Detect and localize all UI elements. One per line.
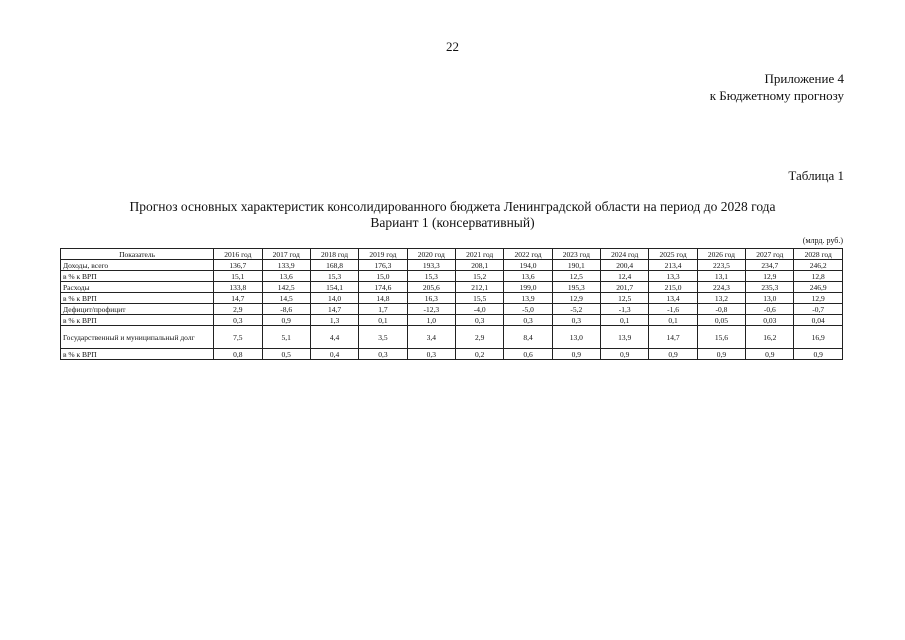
table-cell: -5,2 <box>552 304 600 315</box>
year-column-header: 2020 год <box>407 249 455 260</box>
table-cell: 0,3 <box>504 315 552 326</box>
table-cell: 133,9 <box>262 260 310 271</box>
table-cell: 0,3 <box>407 349 455 360</box>
table-cell: 12,9 <box>552 293 600 304</box>
table-cell: 0,9 <box>649 349 697 360</box>
table-cell: 5,1 <box>262 326 310 349</box>
row-label: в % к ВРП <box>61 349 214 360</box>
row-label: в % к ВРП <box>61 315 214 326</box>
table-cell: 0,6 <box>504 349 552 360</box>
table-cell: 15,3 <box>310 271 358 282</box>
table-cell: -5,0 <box>504 304 552 315</box>
table-cell: -0,6 <box>746 304 794 315</box>
table-cell: 193,3 <box>407 260 455 271</box>
year-column-header: 2022 год <box>504 249 552 260</box>
table-cell: 208,1 <box>455 260 503 271</box>
table-cell: -12,3 <box>407 304 455 315</box>
table-cell: 13,9 <box>601 326 649 349</box>
page-number: 22 <box>446 39 459 54</box>
table-cell: 13,6 <box>262 271 310 282</box>
table-cell: 133,8 <box>214 282 262 293</box>
table-cell: 15,0 <box>359 271 407 282</box>
table-cell: 13,6 <box>504 271 552 282</box>
table-cell: -4,0 <box>455 304 503 315</box>
table-cell: 15,2 <box>455 271 503 282</box>
budget-forecast-table <box>60 248 843 360</box>
table-cell: 1,7 <box>359 304 407 315</box>
title-line-2: Вариант 1 (консервативный) <box>370 215 535 230</box>
table-cell: 14,8 <box>359 293 407 304</box>
table-cell: 176,3 <box>359 260 407 271</box>
table-cell: 13,1 <box>697 271 745 282</box>
table-cell: 8,4 <box>504 326 552 349</box>
table-cell: 195,3 <box>552 282 600 293</box>
table-cell: 0,4 <box>310 349 358 360</box>
table-cell: 190,1 <box>552 260 600 271</box>
table-row <box>61 260 843 271</box>
table-cell: 0,3 <box>214 315 262 326</box>
table-cell: 13,9 <box>504 293 552 304</box>
table-number-label: Таблица 1 <box>788 168 844 183</box>
table-header-row <box>61 249 843 260</box>
year-column-header: 2017 год <box>262 249 310 260</box>
table-cell: 12,8 <box>794 271 843 282</box>
table-cell: 234,7 <box>746 260 794 271</box>
row-label: Расходы <box>61 282 214 293</box>
row-label: Государственный и муниципальный долг <box>61 326 214 349</box>
table-cell: 12,9 <box>794 293 843 304</box>
table-cell: 14,7 <box>214 293 262 304</box>
year-column-header: 2027 год <box>746 249 794 260</box>
table-cell: 0,9 <box>794 349 843 360</box>
table-cell: 14,7 <box>310 304 358 315</box>
appendix-line-1: Приложение 4 <box>764 71 844 86</box>
table-cell: 174,6 <box>359 282 407 293</box>
indicator-column-header: Показатель <box>61 249 214 260</box>
year-column-header: 2016 год <box>214 249 262 260</box>
table-cell: 0,9 <box>697 349 745 360</box>
year-column-header: 2018 год <box>310 249 358 260</box>
year-column-header: 2028 год <box>794 249 843 260</box>
table-cell: 0,2 <box>455 349 503 360</box>
year-column-header: 2023 год <box>552 249 600 260</box>
table-cell: 14,0 <box>310 293 358 304</box>
units-note: (млрд. руб.) <box>802 236 843 245</box>
table-cell: 199,0 <box>504 282 552 293</box>
table-cell: 212,1 <box>455 282 503 293</box>
table-cell: 13,0 <box>552 326 600 349</box>
document-title <box>0 199 905 231</box>
table-cell: 142,5 <box>262 282 310 293</box>
year-column-header: 2021 год <box>455 249 503 260</box>
table-body <box>61 260 843 360</box>
table-cell: -0,8 <box>697 304 745 315</box>
table-cell: 4,4 <box>310 326 358 349</box>
table-cell: 0,3 <box>359 349 407 360</box>
row-label: Дефицит/профицит <box>61 304 214 315</box>
table-cell: 13,2 <box>697 293 745 304</box>
table-cell: -1,3 <box>601 304 649 315</box>
table-cell: 0,1 <box>359 315 407 326</box>
table-cell: 0,03 <box>746 315 794 326</box>
table-cell: 12,4 <box>601 271 649 282</box>
table-cell: 0,9 <box>552 349 600 360</box>
table-cell: 0,1 <box>649 315 697 326</box>
table-cell: 0,3 <box>552 315 600 326</box>
table-cell: 205,6 <box>407 282 455 293</box>
year-column-header: 2019 год <box>359 249 407 260</box>
table-cell: 12,9 <box>746 271 794 282</box>
table-cell: 12,5 <box>601 293 649 304</box>
table-cell: 3,5 <box>359 326 407 349</box>
table-cell: 154,1 <box>310 282 358 293</box>
table-cell: 224,3 <box>697 282 745 293</box>
table-cell: 2,9 <box>455 326 503 349</box>
year-column-header: 2026 год <box>697 249 745 260</box>
table-row <box>61 315 843 326</box>
table-cell: 0,5 <box>262 349 310 360</box>
table-row <box>61 282 843 293</box>
table-cell: 16,2 <box>746 326 794 349</box>
table-cell: 246,2 <box>794 260 843 271</box>
table-row <box>61 304 843 315</box>
table-cell: 3,4 <box>407 326 455 349</box>
table-cell: 0,05 <box>697 315 745 326</box>
table-cell: 15,6 <box>697 326 745 349</box>
table-row <box>61 271 843 282</box>
table-cell: 223,5 <box>697 260 745 271</box>
table-cell: 0,04 <box>794 315 843 326</box>
table-cell: 0,9 <box>746 349 794 360</box>
table-cell: 246,9 <box>794 282 843 293</box>
table-cell: 215,0 <box>649 282 697 293</box>
table-cell: 235,3 <box>746 282 794 293</box>
table-row <box>61 326 843 349</box>
appendix-reference <box>710 70 844 104</box>
year-column-header: 2025 год <box>649 249 697 260</box>
table-cell: 168,8 <box>310 260 358 271</box>
table-cell: 200,4 <box>601 260 649 271</box>
table-cell: 15,1 <box>214 271 262 282</box>
table-cell: 13,0 <box>746 293 794 304</box>
table-cell: 0,3 <box>455 315 503 326</box>
title-line-1: Прогноз основных характеристик консолидированного бюджета Ленинградской области на период до 2028 года <box>129 199 776 214</box>
table-cell: 0,8 <box>214 349 262 360</box>
table-cell: 0,9 <box>262 315 310 326</box>
row-label: в % к ВРП <box>61 271 214 282</box>
table-cell: -0,7 <box>794 304 843 315</box>
table-cell: 2,9 <box>214 304 262 315</box>
table-cell: 194,0 <box>504 260 552 271</box>
table-row <box>61 293 843 304</box>
table-cell: 15,3 <box>407 271 455 282</box>
table-cell: 136,7 <box>214 260 262 271</box>
table-cell: 15,5 <box>455 293 503 304</box>
year-column-header: 2024 год <box>601 249 649 260</box>
table-cell: 201,7 <box>601 282 649 293</box>
table-cell: 7,5 <box>214 326 262 349</box>
table-cell: 13,4 <box>649 293 697 304</box>
table-cell: 1,3 <box>310 315 358 326</box>
table-cell: 0,1 <box>601 315 649 326</box>
table-cell: 14,7 <box>649 326 697 349</box>
table-cell: 213,4 <box>649 260 697 271</box>
table-row <box>61 349 843 360</box>
table-cell: 16,3 <box>407 293 455 304</box>
table-cell: -1,6 <box>649 304 697 315</box>
table-cell: 0,9 <box>601 349 649 360</box>
table-cell: 14,5 <box>262 293 310 304</box>
row-label: в % к ВРП <box>61 293 214 304</box>
table-cell: 1,0 <box>407 315 455 326</box>
table-cell: 12,5 <box>552 271 600 282</box>
table-cell: -8,6 <box>262 304 310 315</box>
row-label: Доходы, всего <box>61 260 214 271</box>
table-cell: 16,9 <box>794 326 843 349</box>
appendix-line-2: к Бюджетному прогнозу <box>709 88 844 103</box>
table-cell: 13,3 <box>649 271 697 282</box>
